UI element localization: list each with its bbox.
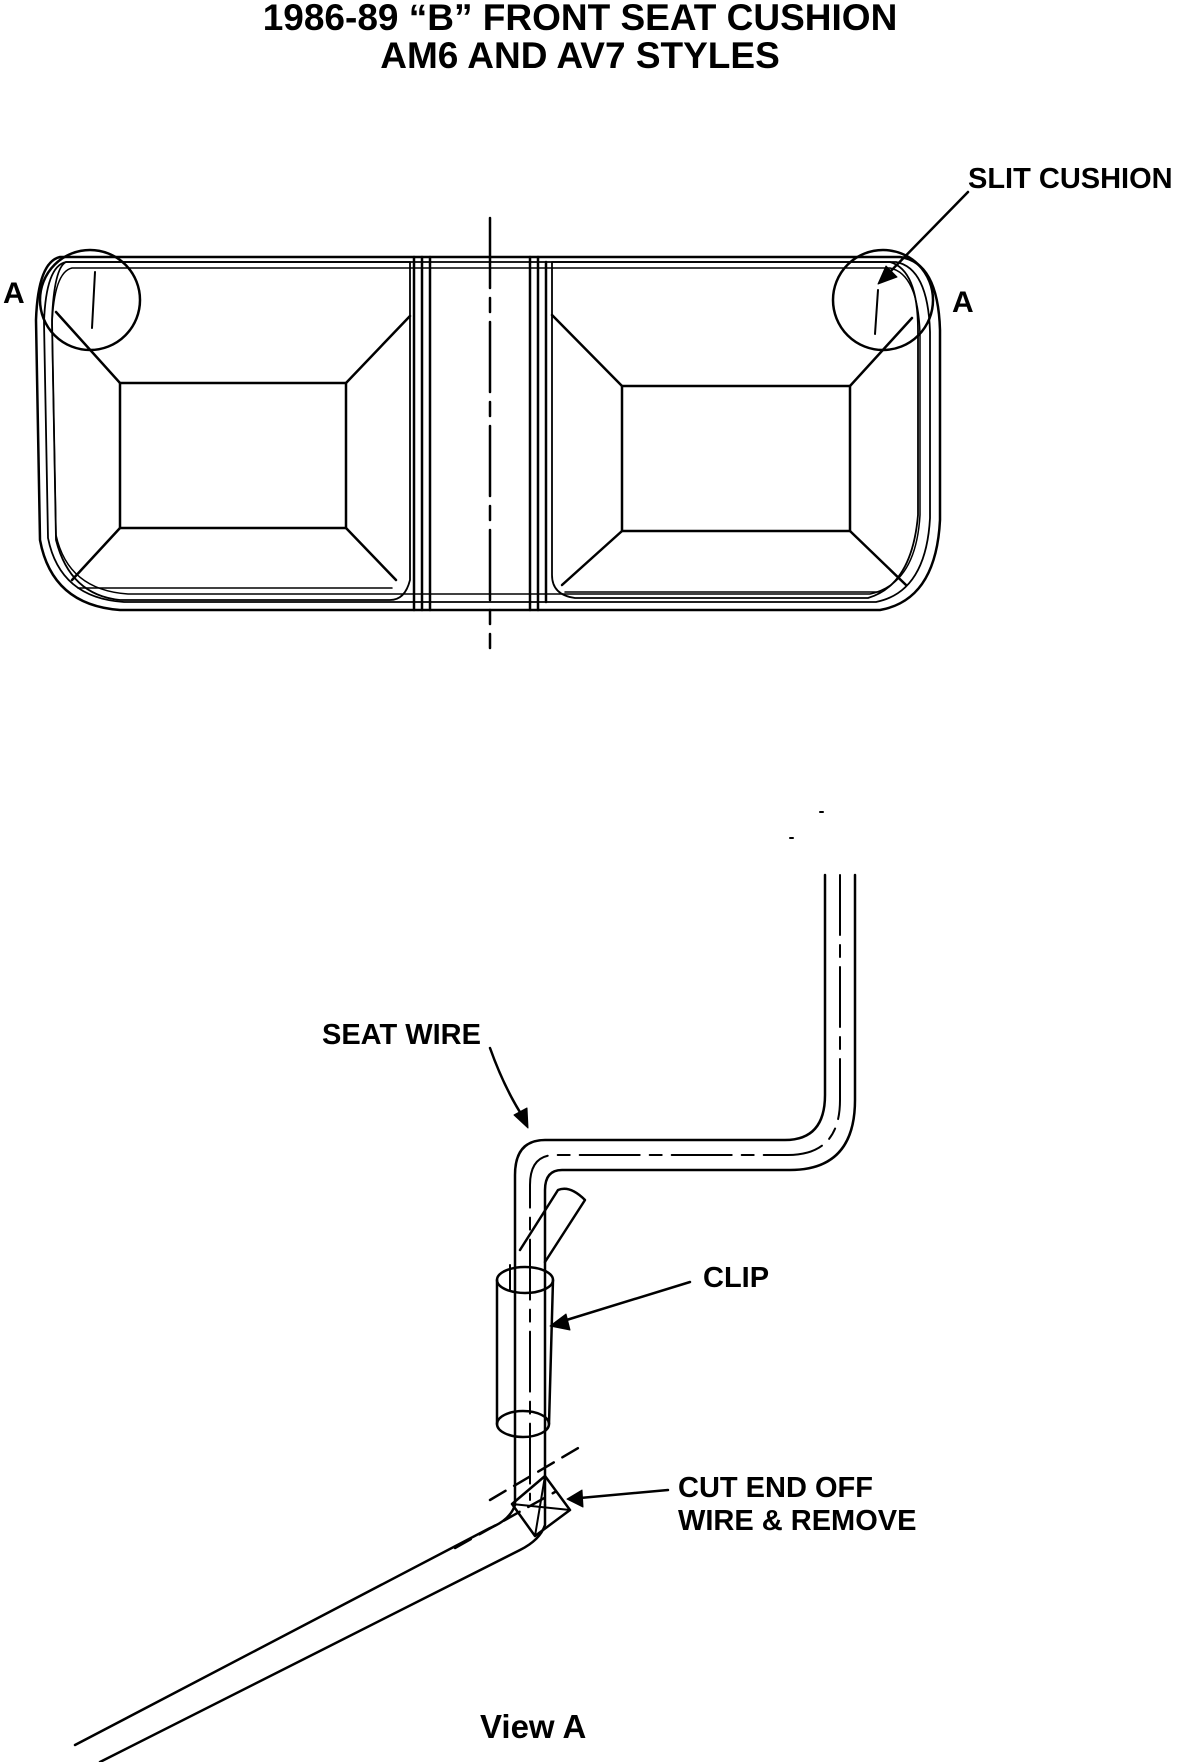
clip-leader (560, 1282, 690, 1322)
right-seat-pad (552, 262, 918, 598)
slit-cushion-leader (884, 192, 968, 278)
detail-circle-right (833, 250, 933, 350)
lower-wire-outer (75, 1505, 515, 1745)
cut-end-label-line2: WIRE & REMOVE (678, 1505, 917, 1537)
seat-cushion-top-view (36, 192, 968, 648)
seat-wire-centerline (530, 875, 840, 1500)
slit-mark-left (92, 272, 95, 328)
slit-cushion-label: SLIT CUSHION (968, 163, 1173, 195)
view-marker-left: A (3, 277, 25, 310)
cut-end-arrowhead (567, 1490, 583, 1507)
clip-label: CLIP (703, 1262, 770, 1294)
diagram-title-line2: AM6 AND AV7 STYLES (380, 35, 780, 76)
center-divider (414, 257, 546, 610)
diagram-title-line1: 1986-89 “B” FRONT SEAT CUSHION (262, 0, 898, 38)
slit-mark-right (875, 290, 878, 334)
view-marker-right: A (952, 286, 974, 319)
seat-wire-arrowhead (514, 1108, 528, 1128)
seat-wire-inner (545, 875, 855, 1505)
clip-bottom-ellipse (497, 1411, 549, 1437)
detail-circle-left (40, 250, 140, 350)
seat-wire-label: SEAT WIRE (322, 1019, 481, 1051)
cut-line-lower (455, 1492, 555, 1548)
cushion-outline (36, 257, 940, 610)
lower-wire-inner (100, 1505, 545, 1762)
seat-wire-leader (490, 1048, 525, 1120)
left-seat-pad (52, 262, 410, 600)
cushion-outline-inner2 (52, 268, 920, 594)
cushion-outline-inner (44, 262, 930, 602)
cut-line-upper (490, 1444, 585, 1500)
view-a-caption: View A (480, 1708, 587, 1745)
cut-end-leader (580, 1490, 668, 1498)
cut-end-label-line1: CUT END OFF (678, 1472, 873, 1504)
